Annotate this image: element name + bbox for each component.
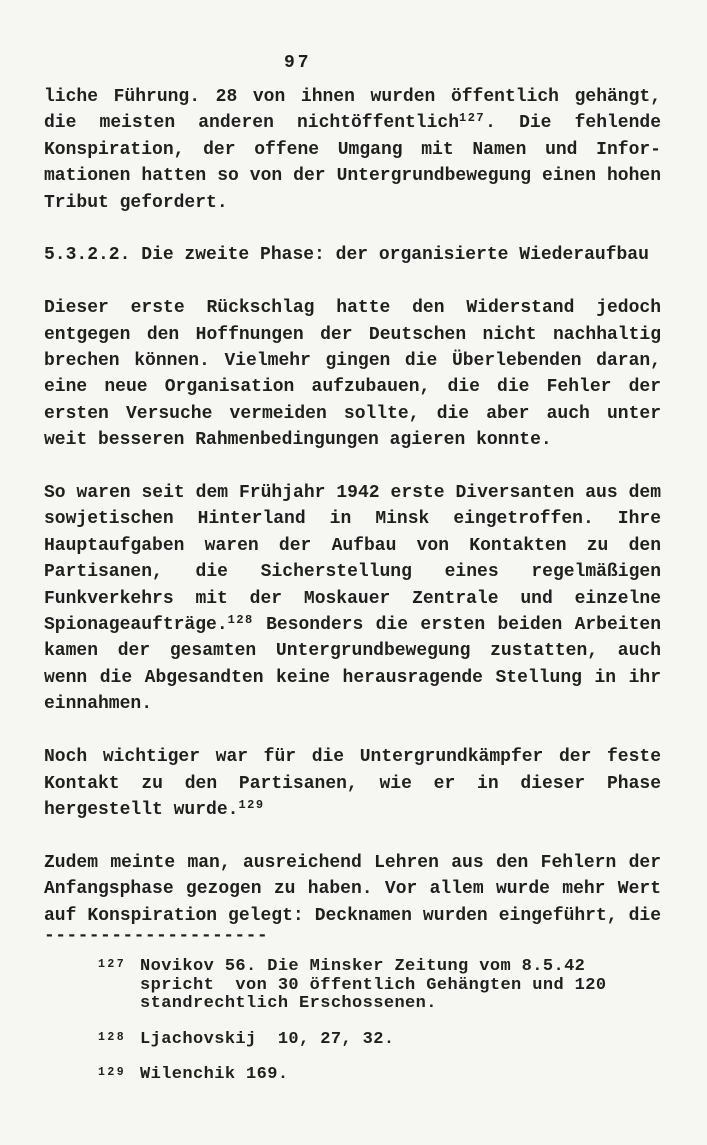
text-line: Kontakt zu den Partisanen, wie er in dieser Phase: [44, 773, 661, 794]
text-line: Hauptaufgaben waren der Aufbau von Kontakten zu den: [44, 535, 661, 556]
text-line: Konspiration, der offene Umgang mit Namen und Infor-: [44, 139, 661, 160]
body-text: [44, 84, 661, 929]
section-heading: [44, 242, 661, 268]
paragraph: [44, 744, 661, 823]
footnote-marker: 128: [98, 1030, 127, 1044]
footnote-marker: 129: [98, 1066, 127, 1079]
footnote-line: spricht von 30 öffentlich Gehängten und 120: [140, 975, 607, 995]
paragraph: [44, 850, 661, 929]
footnote-line: Ljachovskij 10, 27, 32.: [140, 1029, 395, 1049]
text-line: weit besseren Rahmenbedingungen agieren konnte.: [44, 430, 552, 451]
text-line: einnahmen.: [44, 694, 153, 715]
footnote-marker: 127: [98, 958, 127, 971]
text-line: auf Konspiration gelegt: Decknamen wurden eingeführt, die: [44, 905, 661, 926]
footnote: [0, 958, 707, 1014]
text-line: Zudem meinte man, ausreichend Lehren aus den Fehlern der: [44, 852, 661, 873]
footnote-ref: 128: [227, 613, 254, 628]
footnote: [0, 1031, 707, 1050]
footnote-ref: 129: [238, 797, 265, 812]
footnote-separator: --------------------: [44, 926, 269, 946]
footnote-line: Wilenchik 169.: [140, 1065, 289, 1084]
text-line: die meisten anderen nichtöffentlich$^{127}$. Die fehlende: [44, 111, 662, 134]
text-line: eine neue Organisation aufzubauen, die die Fehler der: [44, 377, 661, 398]
text-line: 5.3.2.2. Die zweite Phase: der organisierte Wiederaufbau: [44, 245, 649, 266]
text-line: hergestellt wurde.$^{129}$: [44, 797, 265, 820]
footnote-line: standrechtlich Erschossenen.: [140, 994, 437, 1013]
paragraph: [44, 84, 661, 216]
text-line: liche Führung. 28 von ihnen wurden öffentlich gehängt,: [44, 87, 661, 107]
text-line: ersten Versuche vermeiden sollte, die aber auch unter: [44, 403, 661, 424]
text-line: Anfangsphase gezogen zu haben. Vor allem wurde mehr Wert: [44, 879, 661, 900]
page-number: 97: [284, 53, 312, 73]
text-line: Partisanen, die Sicherstellung eines regelmäßigen: [44, 562, 661, 583]
text-line: mationen hatten so von der Untergrundbewegung einen hohen: [44, 166, 661, 187]
text-line: Dieser erste Rückschlag hatte den Widerstand jedoch: [44, 298, 661, 319]
paragraph: [44, 295, 661, 453]
text-line: kamen der gesamten Untergrundbewegung zustatten, auch: [44, 641, 661, 662]
footnote-ref: 127: [459, 111, 486, 126]
text-line: So waren seit dem Frühjahr 1942 erste Diversanten aus dem: [44, 483, 661, 504]
text-line: sowjetischen Hinterland in Minsk eingetroffen. Ihre: [44, 509, 661, 530]
text-line: Noch wichtiger war für die Untergrundkämpfer der feste: [44, 747, 661, 768]
text-line: Spionageaufträge.$^{128}$ Besonders die ersten beiden Arbeiten: [44, 613, 661, 636]
footnote: [0, 1066, 707, 1085]
footnotes: [0, 958, 707, 1102]
text-line: wenn die Abgesandten keine herausragende Stellung in ihr: [44, 667, 661, 688]
text-line: Tribut gefordert.: [44, 192, 228, 213]
text-line: Funkverkehrs mit der Moskauer Zentrale und einzelne: [44, 588, 661, 609]
paragraph: [44, 480, 661, 718]
footnote-line: Novikov 56. Die Minsker Zeitung vom 8.5.42: [140, 957, 586, 976]
text-line: entgegen den Hoffnungen der Deutschen nicht nachhaltig: [44, 324, 661, 345]
text-line: brechen können. Vielmehr gingen die Überlebenden daran,: [44, 351, 661, 372]
